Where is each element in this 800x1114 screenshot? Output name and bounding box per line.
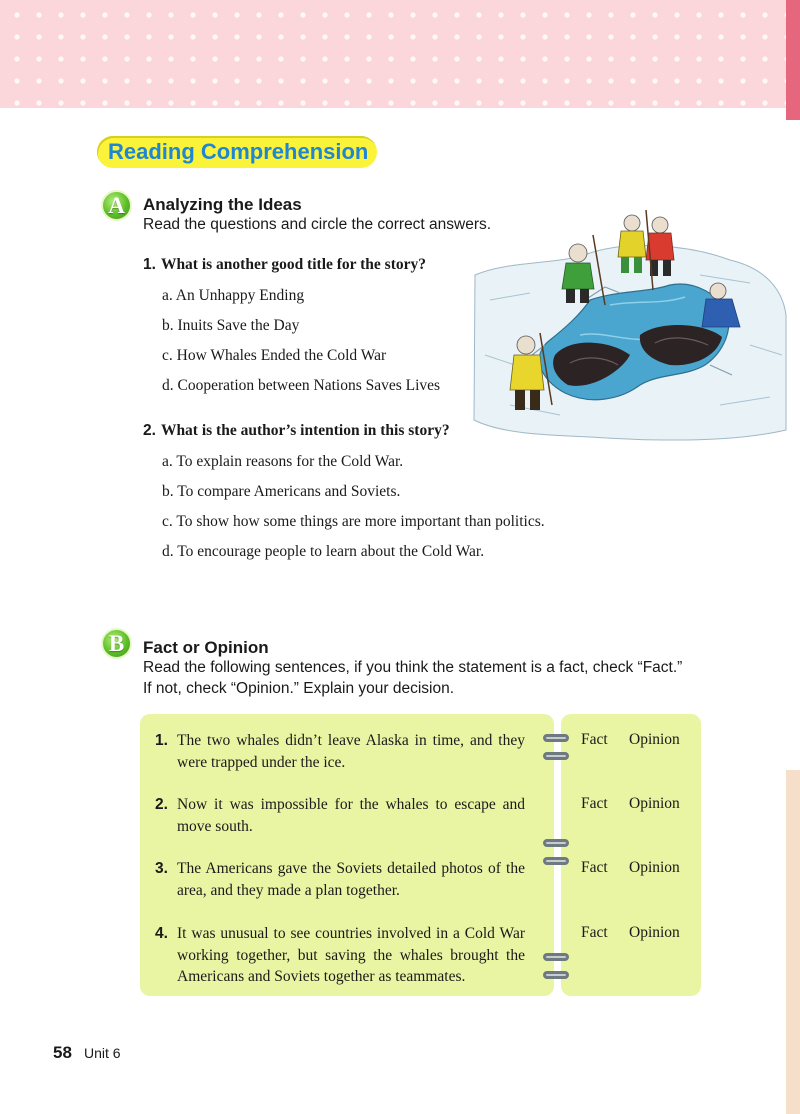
statement-text: Now it was impossible for the whales to escape and move south.: [177, 796, 525, 835]
statement-3: [155, 858, 525, 901]
statement-number: 1.: [155, 732, 168, 749]
statement-number: 2.: [155, 796, 168, 813]
question-1-option-b[interactable]: b. Inuits Save the Day: [162, 317, 300, 334]
question-text: What is the author’s intention in this story?: [160, 422, 450, 439]
statement-2-fact-option[interactable]: Fact: [581, 795, 608, 812]
answer-choices-panel: [561, 714, 701, 996]
page-edge-strip: [786, 770, 800, 1114]
statement-number: 4.: [155, 925, 168, 942]
binder-ring: [543, 839, 569, 847]
question-2-option-c[interactable]: c. To show how some things are more important than politics.: [162, 513, 545, 530]
section-b-instruction-line-1: Read the following sentences, if you think the statement is a fact, check “Fact.”: [143, 659, 683, 676]
statement-4: [155, 923, 525, 988]
section-a-title: Analyzing the Ideas: [143, 195, 302, 214]
statement-1-fact-option[interactable]: Fact: [581, 731, 608, 748]
section-a-instruction: Read the questions and circle the correct answers.: [143, 216, 492, 233]
statement-2: [155, 794, 525, 837]
page-edge-tab: [786, 0, 800, 120]
question-number: 1.: [143, 256, 156, 273]
section-b-instruction-line-2: If not, check “Opinion.” Explain your decision.: [143, 680, 455, 697]
banner-title: Reading Comprehension: [108, 139, 369, 164]
question-1-option-c[interactable]: c. How Whales Ended the Cold War: [162, 347, 387, 364]
question-1-option-d[interactable]: d. Cooperation between Nations Saves Lives: [162, 377, 441, 394]
binder-ring: [543, 971, 569, 979]
question-number: 2.: [143, 422, 156, 439]
unit-label: Unit 6: [84, 1045, 121, 1061]
binder-ring: [543, 857, 569, 865]
statement-number: 3.: [155, 860, 168, 877]
question-2-option-d[interactable]: d. To encourage people to learn about the Cold War.: [162, 543, 485, 560]
section-banner: [97, 136, 377, 168]
question-2-option-b[interactable]: b. To compare Americans and Soviets.: [162, 483, 401, 500]
section-b-badge: B: [101, 628, 132, 659]
statement-4-fact-option[interactable]: Fact: [581, 924, 608, 941]
statement-3-opinion-option[interactable]: Opinion: [629, 859, 680, 876]
statement-1-opinion-option[interactable]: Opinion: [629, 731, 680, 748]
whale-rescue-illustration: [470, 205, 788, 445]
binder-ring: [543, 752, 569, 760]
binder-ring: [543, 734, 569, 742]
statement-2-opinion-option[interactable]: Opinion: [629, 795, 680, 812]
section-b-title: Fact or Opinion: [143, 638, 269, 657]
statement-3-fact-option[interactable]: Fact: [581, 859, 608, 876]
question-2-option-a[interactable]: a. To explain reasons for the Cold War.: [162, 453, 404, 470]
statement-text: The two whales didn’t leave Alaska in time, and they were trapped under the ice.: [177, 732, 525, 771]
page-number: 58: [53, 1043, 72, 1062]
question-text: What is another good title for the story?: [160, 256, 426, 273]
question-1-option-a[interactable]: a. An Unhappy Ending: [162, 287, 305, 304]
statement-text: The Americans gave the Soviets detailed photos of the area, and they made a plan together.: [177, 860, 525, 899]
statement-text: It was unusual to see countries involved in a Cold War working together, but saving the whales brought the Americans and Soviets together as teammates.: [177, 925, 525, 985]
binder-ring: [543, 953, 569, 961]
question-2: [143, 422, 450, 440]
question-1: [143, 256, 426, 274]
statement-1: [155, 730, 525, 773]
decorative-header-band: [0, 0, 786, 108]
statement-4-opinion-option[interactable]: Opinion: [629, 924, 680, 941]
section-a-badge: A: [101, 190, 132, 221]
